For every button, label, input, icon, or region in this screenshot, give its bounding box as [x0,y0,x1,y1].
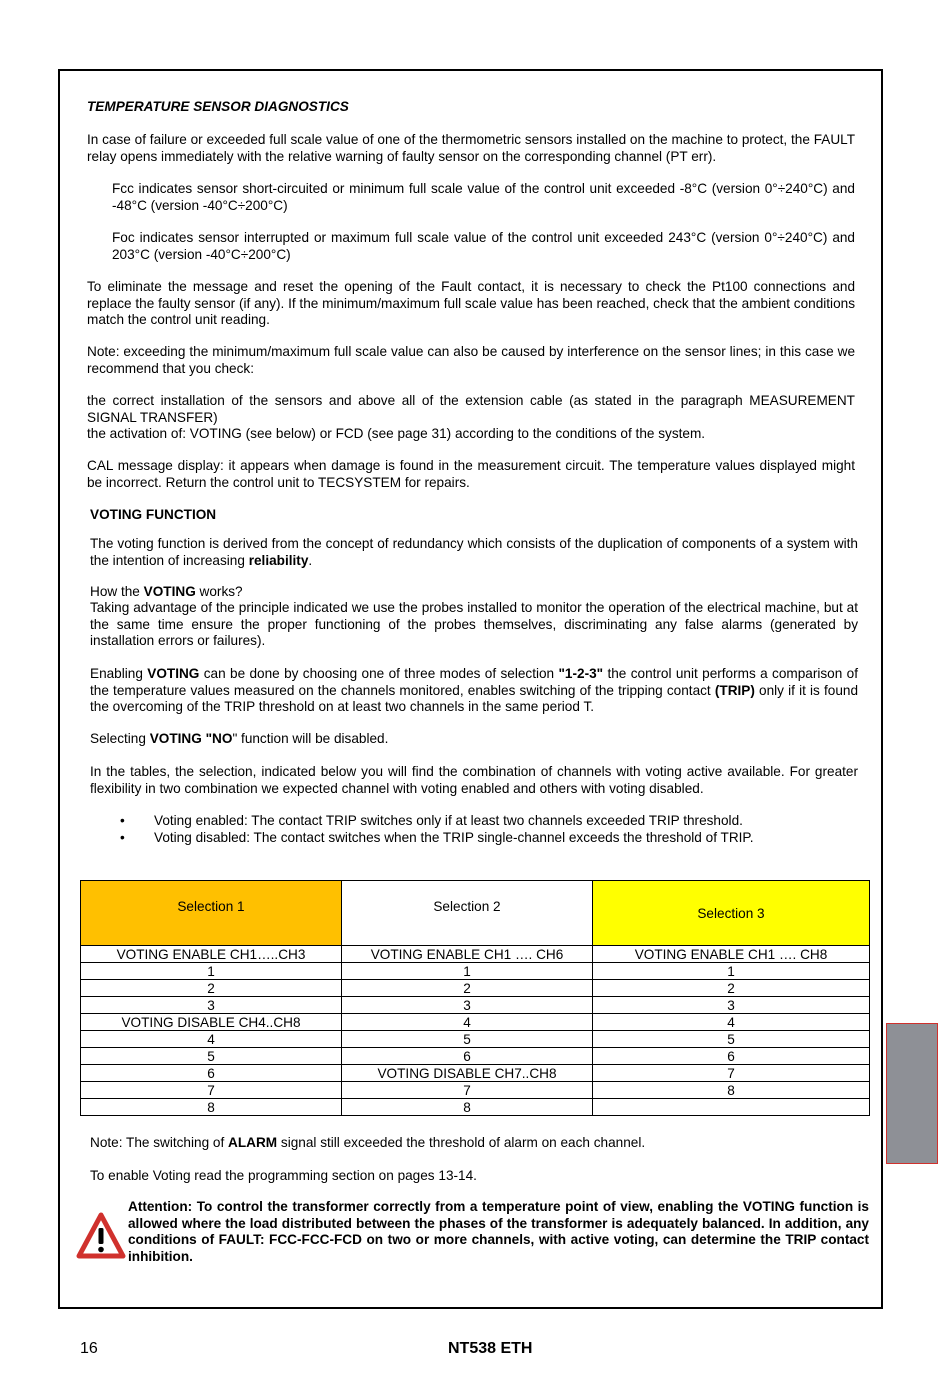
paragraph-note-interference: Note: exceeding the minimum/maximum full scale value can also be caused by interference on the sensor lines; in this case we recommend that you check: [87,344,855,376]
table-cell: 7 [342,1082,593,1099]
table-row [81,1065,870,1082]
bullet-voting-disabled: • Voting disabled: The contact switches when the TRIP single-channel exceeds the threshold of TRIP. [120,830,840,847]
table-cell [593,1099,870,1116]
table-cell: 6 [342,1048,593,1065]
table-cell: 1 [593,963,870,980]
table-cell: 5 [342,1031,593,1048]
table-cell: 6 [593,1048,870,1065]
section-heading-diagnostics: TEMPERATURE SENSOR DIAGNOSTICS [87,99,349,114]
table-row [81,980,870,997]
paragraph-fault-intro: In case of failure or exceeded full scale value of one of the thermometric sensors installed on the machine to protect, the FAULT relay opens immediately with the relative warning of faulty sensor on the corresponding channel (PT err). [87,132,855,164]
paragraph-fcc: Fcc indicates sensor short-circuited or minimum full scale value of the control unit exceeded -8°C (version 0°÷240°C) and -48°C (version -40°C÷200°C) [112,181,855,213]
table-cell: VOTING ENABLE CH1 …. CH6 [342,946,593,963]
header-selection-3: Selection 3 [593,881,870,946]
attention-warning-text: Attention: To control the transformer correctly from a temperature point of view, enabling the VOTING function is allowed where the load distributed between the phases of the transformer is adequately balanced. In addition, any conditions of FAULT: FCC-FCC-FCD on two or more channels, with active voting, can determine the TRIP contact inhibition. [128,1199,869,1264]
table-row [81,997,870,1014]
table-row [81,1082,870,1099]
paragraph-tables-intro: In the tables, the selection, indicated below you will find the combination of channels with voting active available. For greater flexibility in two combination we expected channel with voting enabled and others with voting disabled. [90,764,858,796]
section-heading-voting: VOTING FUNCTION [90,507,217,522]
table-cell: 8 [342,1099,593,1116]
paragraph-voting-concept: The voting function is derived from the concept of redundancy which consists of the duplication of components of a system with the intention of increasing reliability. [90,536,858,568]
paragraph-check-installation: the correct installation of the sensors and above all of the extension cable (as stated in the paragraph MEASUREMENT SIGNAL TRANSFER) [87,393,855,425]
table-row [81,1048,870,1065]
table-row [81,1099,870,1116]
paragraph-check-activation: the activation of: VOTING (see below) or FCD (see page 31) according to the conditions of the system. [87,426,706,441]
header-selection-2: Selection 2 [342,881,593,946]
table-cell: 8 [81,1099,342,1116]
table-cell: 2 [81,980,342,997]
note-alarm-switching: Note: The switching of ALARM signal still exceeded the threshold of alarm on each channel. [90,1135,646,1150]
table-cell: 2 [593,980,870,997]
table-cell: VOTING DISABLE CH7..CH8 [342,1065,593,1082]
table-header-row [81,881,870,946]
side-index-tab [886,1023,938,1164]
table-cell: 1 [342,963,593,980]
paragraph-foc: Foc indicates sensor interrupted or maximum full scale value of the control unit exceeded 243°C (version 0°÷240°C) and 203°C (version -40°C÷200°C) [112,230,855,262]
paragraph-enabling-voting: Enabling VOTING can be done by choosing one of three modes of selection "1-2-3" the control unit performs a comparison of the temperature values measured on the channels monitored, enables switching of the tripping contact (TRIP) only if it is found the overcoming of the TRIP threshold on at least two channels in the same period T. [90,666,859,714]
table-cell: 5 [593,1031,870,1048]
paragraph-cal-message: CAL message display: it appears when damage is found in the measurement circuit. The temperature values displayed might be incorrect. Return the control unit to TECSYSTEM for repairs. [87,458,855,490]
selection-table [80,880,870,1116]
voting-bullet-list [120,813,840,846]
note-enable-voting: To enable Voting read the programming section on pages 13-14. [90,1168,477,1183]
table-cell: 3 [593,997,870,1014]
paragraph-selecting-no: Selecting VOTING "NO" function will be disabled. [90,731,389,746]
table-cell: VOTING ENABLE CH1…..CH3 [81,946,342,963]
warning-triangle-icon [76,1212,126,1260]
table-cell: 3 [342,997,593,1014]
table-cell: 8 [593,1082,870,1099]
document-title: NT538 ETH [448,1340,533,1357]
table-cell: 2 [342,980,593,997]
table-cell: 4 [593,1014,870,1031]
table-cell: 6 [81,1065,342,1082]
table-cell: 3 [81,997,342,1014]
paragraph-how-voting-works: How the VOTING works? [90,584,243,599]
table-cell: 1 [81,963,342,980]
table-row [81,1014,870,1031]
paragraph-eliminate-message: To eliminate the message and reset the opening of the Fault contact, it is necessary to check the Pt100 connections and replace the faulty sensor (if any). If the minimum/maximum full scale value has been reached, check that the ambient conditions match the control unit reading. [87,279,855,327]
table-row [81,1031,870,1048]
table-row [81,963,870,980]
table-cell: 4 [342,1014,593,1031]
page-number: 16 [80,1340,98,1357]
table-cell: 7 [81,1082,342,1099]
table-cell: 7 [593,1065,870,1082]
table-row [81,946,870,963]
bullet-voting-enabled: • Voting enabled: The contact TRIP switches only if at least two channels exceeded TRIP threshold. [120,813,840,830]
table-cell: VOTING ENABLE CH1 …. CH8 [593,946,870,963]
paragraph-probes-principle: Taking advantage of the principle indicated we use the probes installed to monitor the operation of the electrical machine, but at the same time ensure the proper functioning of the probes themselves, discriminating any false alarms (generated by installation errors or failures). [90,600,858,648]
table-cell: 5 [81,1048,342,1065]
table-cell: VOTING DISABLE CH4..CH8 [81,1014,342,1031]
header-selection-1: Selection 1 [81,881,342,946]
table-cell: 4 [81,1031,342,1048]
